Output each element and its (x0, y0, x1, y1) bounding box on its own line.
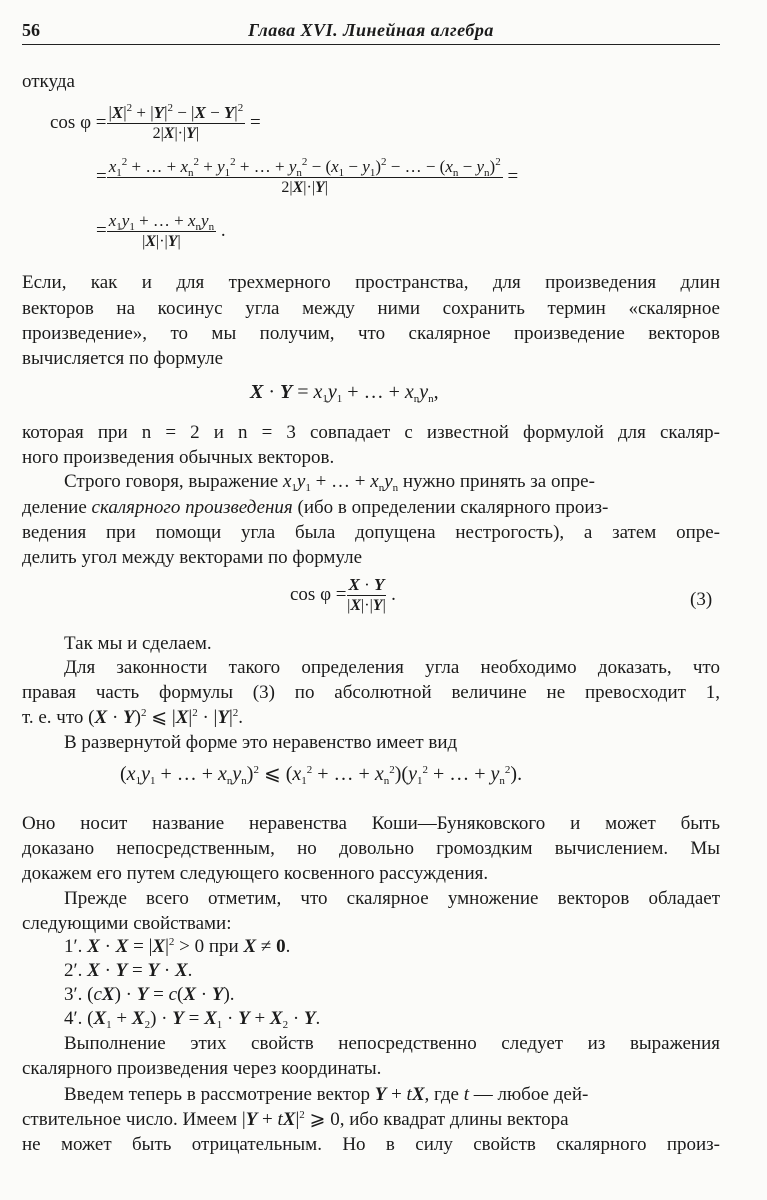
text-fragment: Введем теперь в рассмотрение вектор (64, 1084, 370, 1105)
property-number: 1′. (64, 936, 83, 957)
paragraph-line: следующими свойствами: (22, 913, 232, 934)
equation-cos-line2: = $\frac{x_1^2 + \dots + x_n^2 + y_1^2 + \dots + y_n^2 - (x_1 - y_1)^2 - \dots - (x_n - y_n)^2}{2|X|\cdot|Y|}$ = (96, 156, 519, 196)
text-fragment: т. е. что (22, 707, 84, 728)
equation-number: (3) (690, 589, 713, 610)
text-fragment: — любое дей- (473, 1084, 589, 1105)
page-header (22, 18, 720, 45)
page-number: 56 (22, 20, 40, 40)
paragraph-line: докажем его путем следующего косвенного рассуждения. (22, 863, 489, 884)
property-number: 3′. (64, 984, 83, 1005)
property-1: 1′. $X \cdot X = |X|^2 > 0$ при X ≠ 0. (64, 936, 291, 957)
equation-cos-line3: = $\frac{x_1y_1 + \dots + x_ny_n}{|X|\cdot|Y|}$ . (96, 211, 226, 250)
property-number: 4′. (64, 1008, 83, 1029)
paragraph-line: Так мы и сделаем. (64, 633, 212, 654)
paragraph-line: Оно носит название неравенства Коши—Буняковского и может быть (22, 813, 720, 834)
equation-scalar-product: $X \cdot Y = x_1y_1$ + … + $x_ny_n$, (250, 381, 439, 405)
text-fragment: ствительное число. Имеем (22, 1109, 238, 1130)
paragraph-line: которая при n = 2 и n = 3 совпадает с известной формулой для скаляр- (22, 422, 720, 443)
property-4: 4′. $(X_1 + X_2) \cdot Y = X_1 \cdot Y + X_2 \cdot Y$. (64, 1008, 321, 1031)
paragraph-line: правая часть формулы (3) по абсолютной величине не превосходит 1, (22, 682, 720, 703)
text-fragment: , ибо квадрат длины вектора (339, 1109, 569, 1130)
text-fragment: , где (424, 1084, 459, 1105)
paragraph-line: ведения при помощи угла была допущена нестрогость), а затем опре- (22, 522, 720, 543)
equation-3: cos φ = $\frac{X \cdot Y}{|X|\cdot|Y|}$ . (290, 575, 396, 614)
paragraph-line: векторов на косинус угла между ними сохранить термин «скалярное (22, 298, 720, 319)
paragraph-line: Введем теперь в рассмотрение вектор Y + tX, где t — любое дей- (64, 1084, 589, 1105)
text-fragment: Строго говоря, выражение (64, 471, 279, 492)
paragraph-line: Если, как и для трехмерного пространства, для произведения длин (22, 272, 720, 293)
equation-cos-line1: cos φ = $\frac{|X|^2 + |Y|^2 - |X - Y|^2}{2|X|\cdot|Y|}$ = (50, 102, 261, 142)
text-otkuda: откуда (22, 71, 75, 92)
text-fragment: нужно принять за опре- (402, 471, 595, 492)
running-title: Глава XVI. Линейная алгебра (248, 20, 494, 40)
paragraph-line: Выполнение этих свойств непосредственно следует из выражения (64, 1033, 720, 1054)
paragraph-line: делить угол между векторами по формуле (22, 547, 363, 568)
text-fragment: (ибо в определении скалярного произ- (297, 497, 609, 518)
paragraph-line: Для законности такого определения угла необходимо доказать, что (64, 657, 720, 678)
property-number: 2′. (64, 960, 83, 981)
emphasized-term: скалярного произведения (91, 497, 293, 518)
paragraph-line: произведение», то мы получим, что скалярное произведение векторов (22, 323, 720, 344)
paragraph-line: скалярного произведения через координаты. (22, 1058, 382, 1079)
paragraph-line (22, 496, 608, 520)
paragraph-line: ного произведения обычных векторов. (22, 447, 335, 468)
paragraph-line: доказано непосредственным, но довольно громоздким вычислением. Мы (22, 838, 720, 859)
paragraph-line: вычисляется по формуле (22, 348, 224, 369)
paragraph-line: т. е. что $(X \cdot Y)^2$ ⩽ $|X|^2 \cdot |Y|^2$. (22, 707, 243, 728)
paragraph-line: не может быть отрицательным. Но в силу свойств скалярного произ- (22, 1134, 720, 1155)
property-3: 3′. (cX) · Y = c(X · Y). (64, 984, 235, 1005)
text-fragment: при (208, 936, 239, 957)
text-fragment: деление (22, 497, 87, 518)
paragraph-line: ствительное число. Имеем $|Y + tX|^2$ ⩾ 0, ибо квадрат длины вектора (22, 1109, 569, 1130)
property-2: 2′. X · Y = Y · X. (64, 960, 193, 981)
equation-cauchy-bunyakovsky: ($x_1y_1$ + … + $x_ny_n)^2$ ⩽ ($x_1^2$ + … + $x_n^2)(y_1^2$ + … + $y_n^2$). (120, 763, 523, 787)
paragraph-line: В развернутой форме это неравенство имеет вид (64, 732, 458, 753)
paragraph-line: Строго говоря, выражение $x_1y_1$ + … + $x_ny_n$ нужно принять за опре- (64, 471, 595, 494)
paragraph-line: Прежде всего отметим, что скалярное умножение векторов обладает (64, 888, 720, 909)
